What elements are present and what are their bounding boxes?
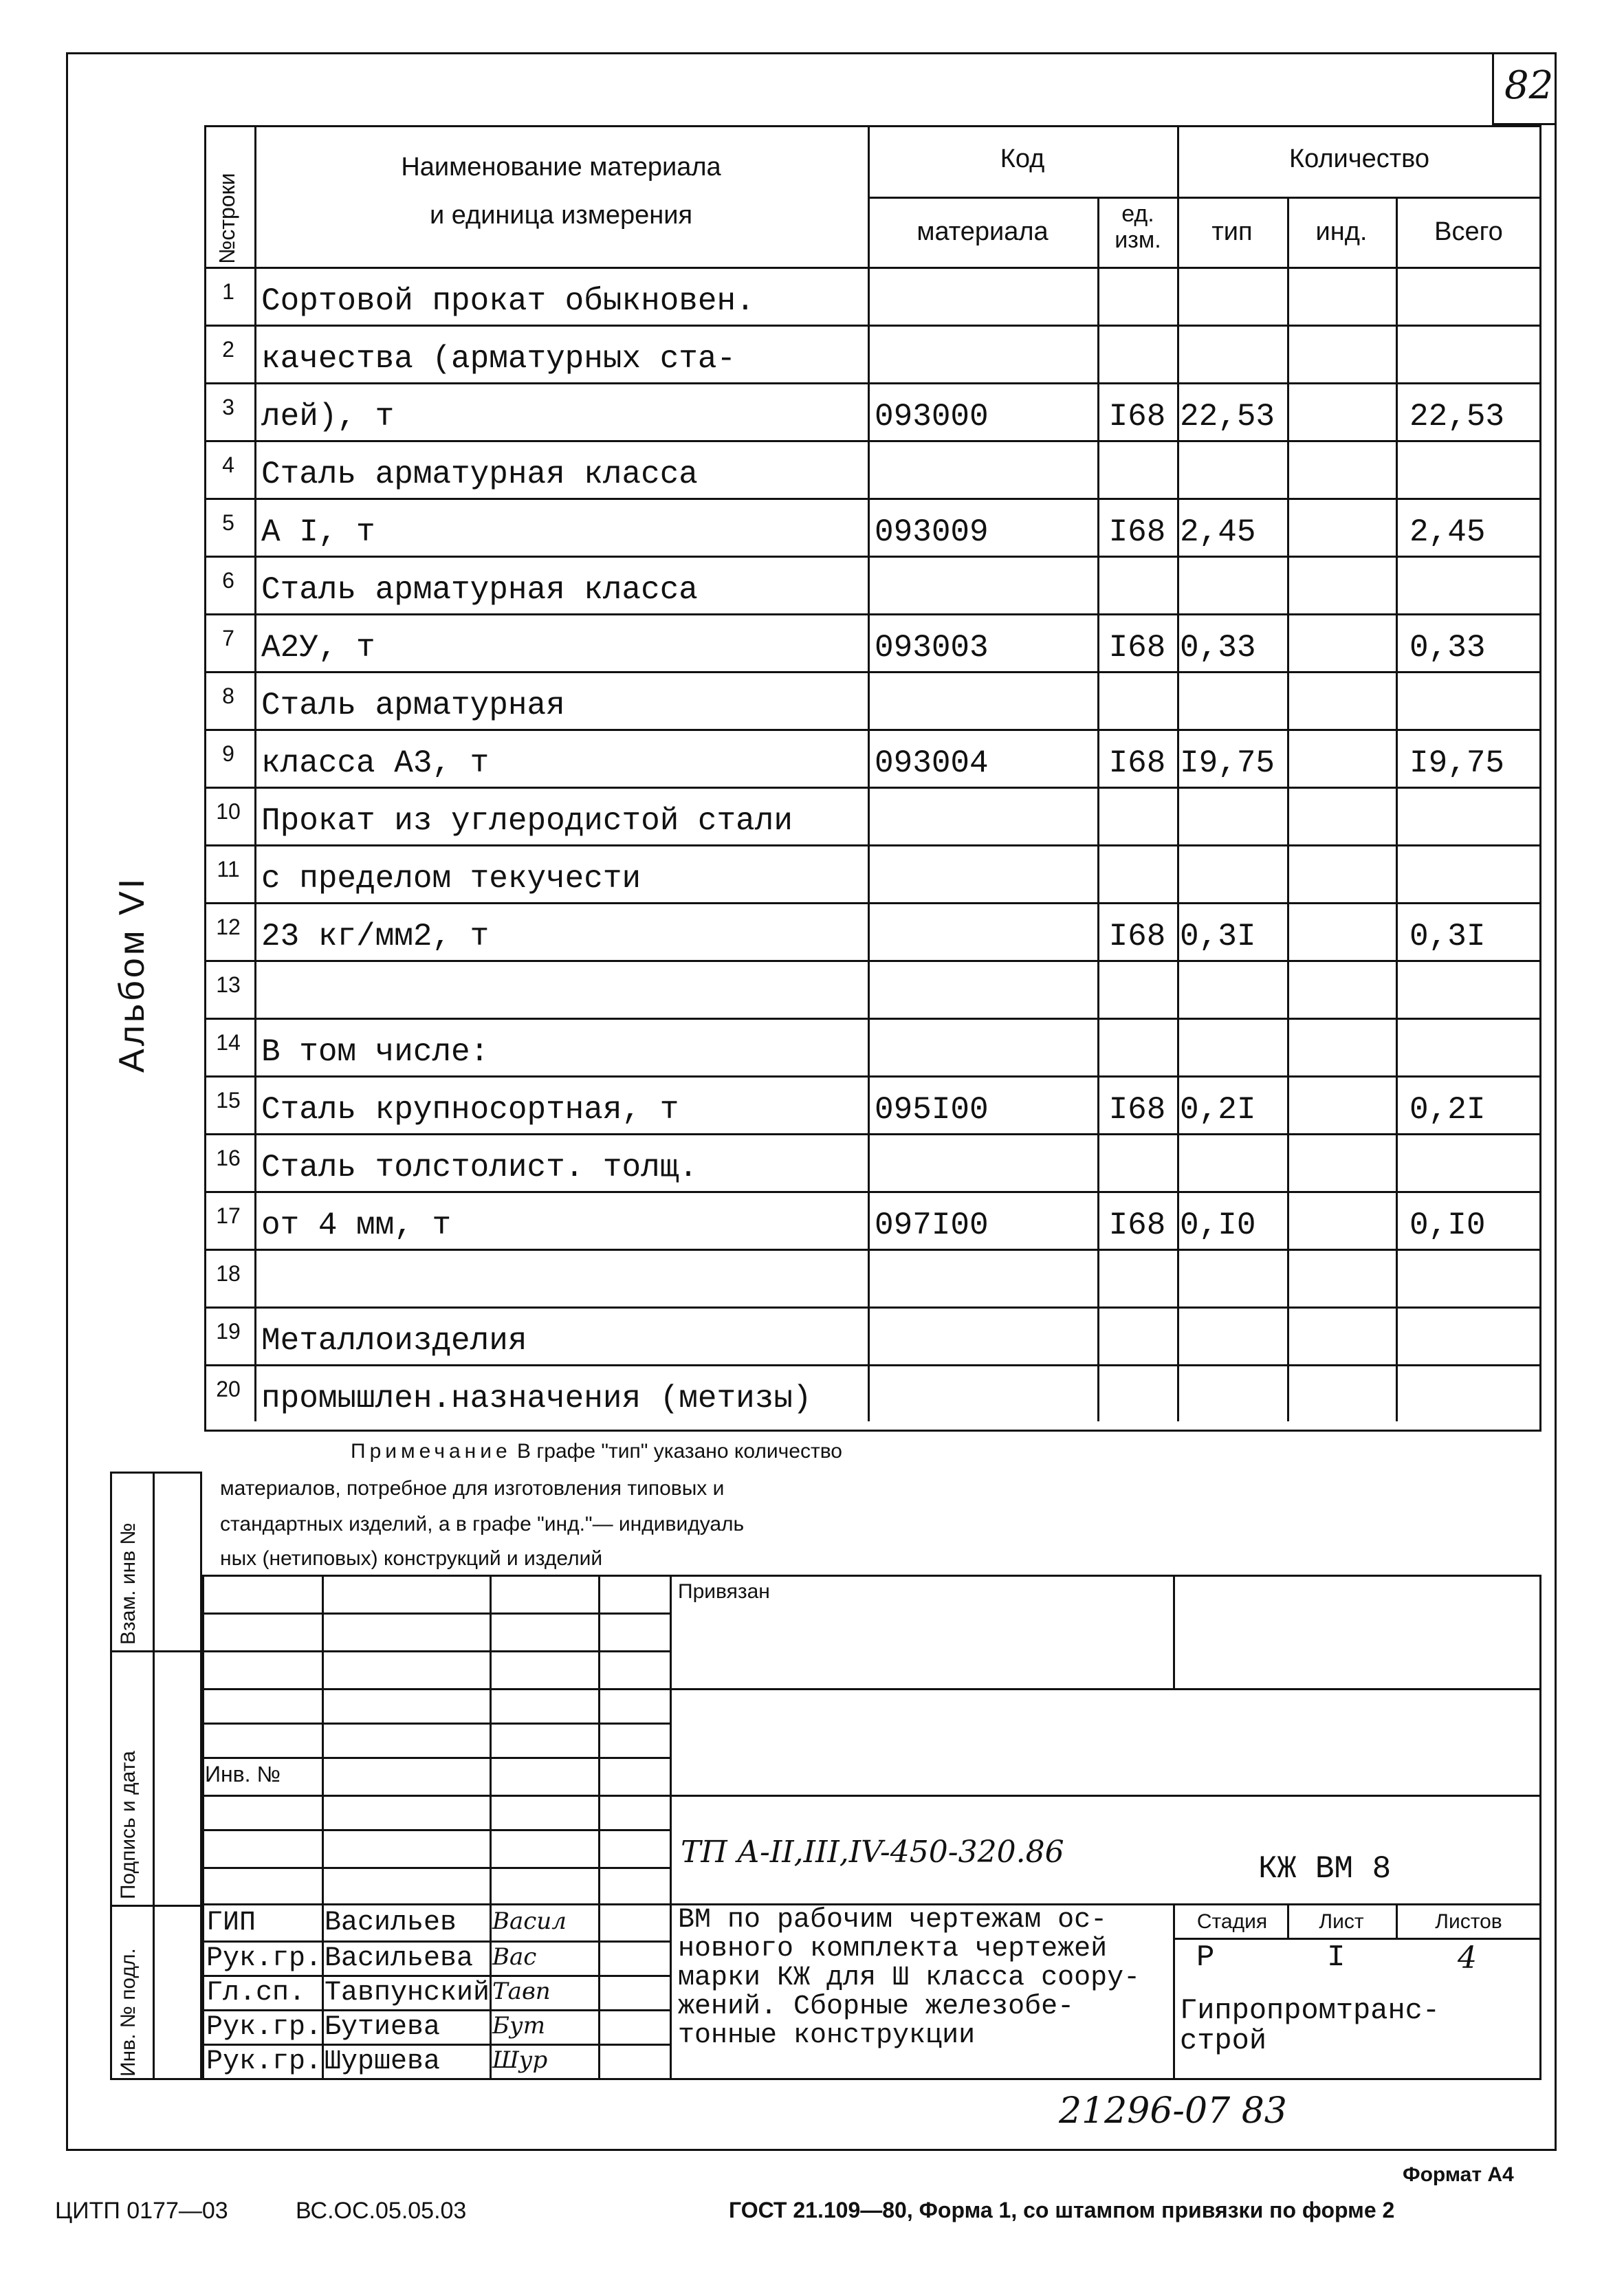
note-title: Примечание: [351, 1440, 512, 1463]
row-number: 19: [216, 1319, 241, 1344]
row-number: 14: [216, 1030, 241, 1055]
col-line: [1396, 197, 1398, 1421]
stamp-stage-label: Стадия: [1196, 1910, 1268, 1933]
row-number: 2: [222, 337, 234, 362]
stamp-sheet-label: Лист: [1319, 1910, 1364, 1933]
cell-name: 23 кг/мм2, т: [261, 919, 490, 954]
row-number: 20: [216, 1377, 241, 1401]
cell-type: 0,3I: [1180, 919, 1256, 954]
stamp-inv-no: Инв. №: [205, 1762, 281, 1786]
cell-name: Прокат из углеродистой стали: [261, 803, 793, 839]
header-name-line2: и единица измерения: [429, 201, 693, 230]
row-line: [204, 556, 1541, 558]
stamp-name: Тавпунский: [325, 1978, 490, 2009]
note-text1: В графе "тип" указано количество: [517, 1440, 842, 1463]
header-name-line1: Наименование материала: [401, 153, 721, 182]
cell-unit: I68: [1108, 399, 1166, 435]
cell-name: класса А3, т: [261, 745, 490, 781]
cell-unit: I68: [1108, 1207, 1166, 1243]
row-line: [204, 671, 1541, 673]
cell-type: I9,75: [1180, 745, 1275, 781]
cell-name: от 4 мм, т: [261, 1207, 452, 1243]
note-line1: [351, 1440, 842, 1463]
stamp-desc-2: новного комплекта чертежей: [678, 1934, 1108, 1965]
row-number: 11: [217, 857, 240, 882]
header-code-unit: ед. изм.: [1115, 201, 1161, 253]
footer-left1: ЦИТП 0177—03: [55, 2198, 228, 2224]
cell-name: Сталь крупносортная, т: [261, 1092, 679, 1128]
header-q-type: тип: [1211, 217, 1253, 246]
row-line: [204, 382, 1541, 384]
stamp-sheets-label: Листов: [1435, 1910, 1502, 1933]
header-quantity: Количество: [1288, 144, 1430, 173]
row-line: [204, 1133, 1541, 1135]
stamp-col: [670, 1575, 672, 2080]
row-line: [204, 498, 1541, 500]
cell-total: 0,I0: [1409, 1207, 1486, 1243]
stamp-name: Васильева: [325, 1943, 474, 1974]
cell-name: Сталь толстолист. толщ.: [261, 1150, 698, 1185]
stamp-row: [202, 1757, 670, 1759]
stamp-role: ГИП: [206, 1907, 256, 1938]
cell-unit: I68: [1108, 919, 1166, 954]
side-label-inv-podl: Инв. № подл.: [117, 1948, 140, 2077]
row-number: 1: [222, 279, 234, 304]
row-number: 17: [216, 1203, 241, 1228]
header-code: Код: [1000, 144, 1045, 173]
cell-total: 0,3I: [1409, 919, 1486, 954]
stamp-row: [1173, 1938, 1541, 1940]
stamp-sheets: 4: [1458, 1940, 1477, 1976]
row-line: [204, 325, 1541, 327]
col-line: [254, 125, 256, 1421]
cell-name: Металлоизделия: [261, 1323, 527, 1359]
stamp-stage: Р: [1196, 1940, 1215, 1975]
row-line: [204, 844, 1541, 846]
cell-name: Сталь арматурная: [261, 688, 565, 723]
row-number: 16: [216, 1146, 241, 1170]
stamp-role: Рук.гр.: [206, 2046, 322, 2077]
row-line: [204, 960, 1541, 962]
header-row-no: №строки: [215, 173, 239, 264]
row-number: 18: [216, 1261, 241, 1286]
header-q-total: Всего: [1434, 217, 1503, 246]
stamp-role: Гл.сп.: [206, 1978, 306, 2009]
stamp-row: [202, 2009, 670, 2011]
cell-unit: I68: [1108, 630, 1166, 666]
row-number: 7: [222, 626, 234, 651]
stamp-col: [1173, 1903, 1175, 2080]
header-code-material: материала: [917, 217, 1049, 246]
row-line: [204, 1364, 1541, 1366]
cell-total: 22,53: [1409, 399, 1505, 435]
stamp-org-2: строй: [1180, 2024, 1267, 2057]
row-line: [204, 613, 1541, 615]
stamp-desc-1: ВМ по рабочим чертежам ос-: [678, 1905, 1108, 1936]
stamp-col: [1173, 1575, 1175, 1688]
stamp-row: [202, 1795, 1541, 1797]
stamp-sign: Васил: [492, 1907, 567, 1935]
footer-format: Формат А4: [1403, 2163, 1514, 2186]
cell-type: 22,53: [1180, 399, 1275, 435]
note-line4: ных (нетиповых) конструкций и изделий: [220, 1547, 603, 1570]
stamp-name: Шуршева: [325, 2046, 441, 2077]
stamp-row: [202, 1612, 670, 1615]
cell-code: 093009: [875, 514, 989, 550]
row-number: 6: [222, 568, 234, 593]
stamp-name: Васильев: [325, 1907, 457, 1938]
row-number: 5: [222, 510, 234, 535]
row-line: [204, 729, 1541, 731]
cell-unit: I68: [1108, 745, 1166, 781]
side-label-vzam: Взам. инв №: [117, 1522, 140, 1645]
header-bottom: [204, 267, 1541, 269]
header-q-ind: инд.: [1315, 217, 1368, 246]
col-line: [1287, 197, 1289, 1421]
row-number: 12: [216, 915, 241, 939]
stamp-row: [202, 2044, 670, 2046]
cell-unit: I68: [1108, 1092, 1166, 1128]
cell-code: 093000: [875, 399, 989, 435]
stamp-privyazan: Привязан: [678, 1580, 770, 1603]
row-number: 4: [222, 452, 234, 477]
stamp-row: [202, 1975, 670, 1977]
stamp-tp: ТП А-II,III,IV-450-320.86: [681, 1835, 1064, 1870]
row-line: [204, 1249, 1541, 1251]
cell-code: 093004: [875, 745, 989, 781]
cell-code: 093003: [875, 630, 989, 666]
handwritten-number: 21296-07 83: [1059, 2090, 1287, 2132]
note-line2: материалов, потребное для изготовления типовых и: [220, 1477, 725, 1500]
cell-name: качества (арматурных ста-: [261, 341, 736, 377]
stamp-sign: Вас: [492, 1943, 537, 1971]
side-strip-line: [110, 1905, 202, 1907]
cell-name: Сталь арматурная класса: [261, 572, 698, 608]
stamp-sign: Бут: [492, 2012, 545, 2040]
stamp-mark: КЖ ВМ 8: [1258, 1851, 1392, 1887]
stamp-row: [202, 1723, 670, 1725]
stamp-desc-5: тонные конструкции: [678, 2020, 976, 2051]
stamp-row: [202, 1688, 1541, 1690]
cell-name: Сортовой прокат обыкновен.: [261, 283, 755, 319]
cell-type: 2,45: [1180, 514, 1256, 550]
col-line: [868, 125, 870, 1421]
cell-name: лей), т: [261, 399, 395, 435]
header-line: [868, 197, 1541, 199]
page-number: 82: [1504, 63, 1554, 108]
row-line: [204, 787, 1541, 789]
cell-total: 0,2I: [1409, 1092, 1486, 1128]
cell-total: 2,45: [1409, 514, 1486, 550]
cell-name: с пределом текучести: [261, 861, 641, 897]
footer-left2: ВС.ОС.05.05.03: [296, 2198, 467, 2224]
row-number: 3: [222, 395, 234, 419]
row-line: [204, 1075, 1541, 1078]
stamp-row: [202, 1940, 670, 1943]
cell-code: 097I00: [875, 1207, 989, 1243]
row-number: 10: [216, 799, 241, 824]
footer-right: ГОСТ 21.109—80, Форма 1, со штампом привязки по форме 2: [729, 2198, 1395, 2222]
row-line: [204, 1191, 1541, 1193]
note-line3: стандартных изделий, а в графе "инд."— индивидуаль: [220, 1513, 745, 1535]
album-label: Альбом VI: [112, 875, 152, 1073]
cell-name: А2У, т: [261, 630, 375, 666]
side-strip-line: [110, 1650, 202, 1652]
cell-total: I9,75: [1409, 745, 1505, 781]
stamp-row: [202, 1867, 670, 1869]
stamp-row: [202, 1829, 670, 1831]
col-line: [1177, 125, 1179, 1421]
cell-name: промышлен.назначения (метизы): [261, 1381, 812, 1417]
stamp-sign: Шур: [492, 2046, 548, 2074]
cell-total: 0,33: [1409, 630, 1486, 666]
cell-type: 0,I0: [1180, 1207, 1256, 1243]
stamp-role: Рук.гр.: [206, 2012, 322, 2043]
row-line: [204, 1307, 1541, 1309]
stamp-sheet: I: [1327, 1940, 1346, 1975]
stamp-name: Бутиева: [325, 2012, 441, 2043]
cell-unit: I68: [1108, 514, 1166, 550]
stamp-desc-4: жений. Сборные железобе-: [678, 1991, 1075, 2022]
row-number: 9: [222, 741, 234, 766]
stamp-role: Рук.гр.: [206, 1943, 322, 1974]
row-line: [204, 1018, 1541, 1020]
row-number: 15: [216, 1088, 241, 1113]
row-line: [204, 440, 1541, 442]
side-label-podpis: Подпись и дата: [117, 1751, 140, 1899]
side-strip-divider: [153, 1472, 155, 2080]
stamp-org-1: Гипропромтранс-: [1180, 1994, 1440, 2027]
cell-name: В том числе:: [261, 1034, 490, 1070]
cell-type: 0,33: [1180, 630, 1256, 666]
stamp-row: [202, 1650, 670, 1652]
cell-code: 095I00: [875, 1092, 989, 1128]
row-line: [204, 902, 1541, 904]
stamp-sign: Тавп: [492, 1978, 551, 2005]
cell-name: А I, т: [261, 514, 375, 550]
stamp-desc-3: марки КЖ для Ш класса соору-: [678, 1963, 1141, 1993]
cell-type: 0,2I: [1180, 1092, 1256, 1128]
row-number: 13: [216, 972, 241, 997]
row-number: 8: [222, 684, 234, 708]
cell-name: Сталь арматурная класса: [261, 457, 698, 492]
